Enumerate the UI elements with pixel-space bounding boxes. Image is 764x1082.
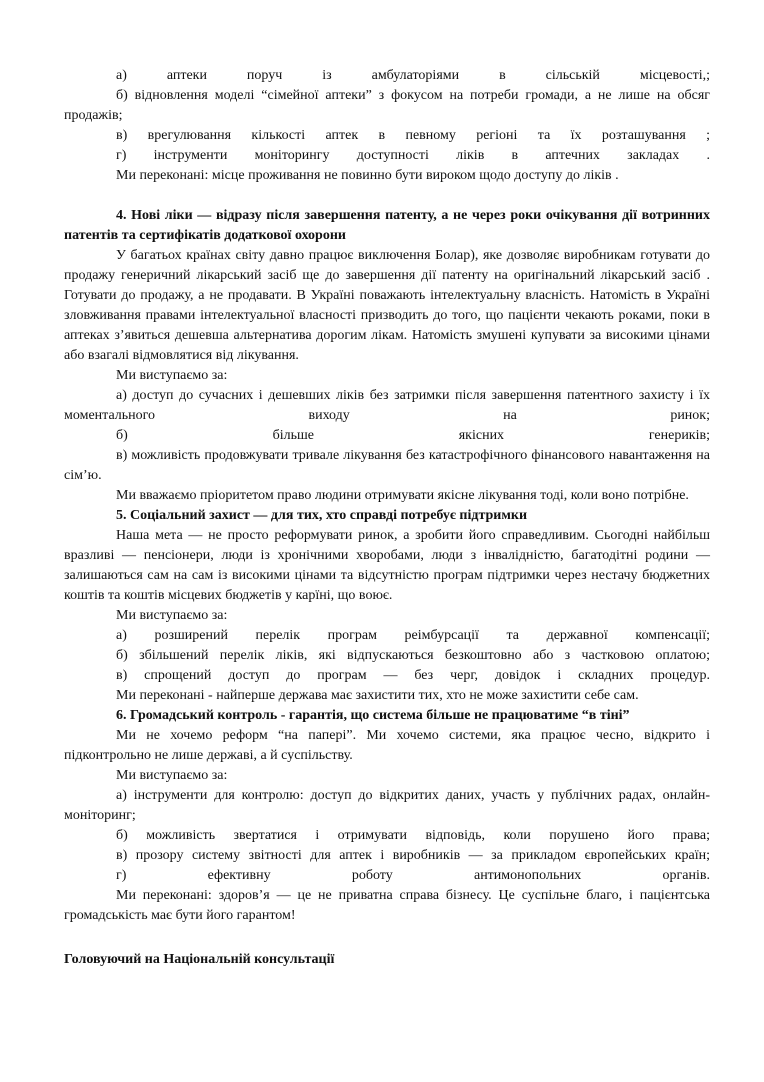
section5-conclusion: Ми переконані - найперше держава має захистити тих, хто не може захистити себе сам. — [116, 688, 639, 703]
section4-item-v: в) можливість продовжувати тривале лікування без катастрофічного фінансового навантаження на сім’ю. — [64, 448, 710, 483]
section6-item-g: г) ефективну роботу антимонопольних органів. — [116, 868, 710, 883]
section5-item-b: б) збільшений перелік ліків, які відпускаються безкоштовно або з частковою оплатою; — [116, 648, 710, 663]
section4-intro: У багатьох країнах світу давно працює виключення Болар), яке дозволяє виробникам готувати до продажу генеричний лікарський засіб ще до завершення дії патенту на оригінальний лікарський засіб . Готувати до продажу, а не продавати. В Україні поважають інтелектуальну власність. Натомість в Україні зловживання правами інтелектуальної власності призводить до того, що пацієнти чекають роками, поки в аптеках з’явиться дешевша альтернатива дорогим лікам. Натомість змушені купувати за високими цінами або взагалі відмовлятися від лікування. — [64, 248, 710, 363]
section4-heading: 4. Нові ліки — відразу після завершення патенту, а не через роки очікування дії вотринних патентів та сертифікатів додаткової охорони — [64, 208, 710, 243]
item-b-family-pharmacy: б) відновлення моделі “сімейної аптеки” з фокусом на потреби громади, а не лише на обсяг продажів; — [64, 88, 710, 123]
item-v-pharmacy-regulation: в) врегулювання кількості аптек в певному регіоні та їх розташування ; — [116, 128, 710, 143]
section6-heading: 6. Громадський контроль - гарантія, що система більше не працюватиме “в тіні” — [116, 708, 630, 723]
block1-conclusion: Ми переконані: місце проживання не повинно бути вироком щодо доступу до ліків . — [116, 168, 619, 183]
section6-item-a: а) інструменти для контролю: доступ до відкритих даних, участь у публічних радах, онлайн-моніторинг; — [64, 788, 710, 823]
item-a-pharmacies-rural: а) аптеки поруч із амбулаторіями в сільській місцевості,; — [116, 68, 710, 83]
section4-lead: Ми виступаємо за: — [116, 368, 228, 383]
section6-conclusion: Ми переконані: здоров’я — це не приватна справа бізнесу. Це суспільне благо, і пацієнтська громадськість має бути його гарантом! — [64, 888, 710, 923]
item-g-monitoring-tools: г) інструменти моніторингу доступності ліків в аптечних закладах . — [116, 148, 710, 163]
signature-line: Головуючий на Національній консультації — [64, 952, 335, 967]
section5-heading: 5. Соціальний захист — для тих, хто справді потребує підтримки — [116, 508, 528, 523]
section4-item-a: а) доступ до сучасних і дешевших ліків без затримки після завершення патентного захисту і їх моментального виходу на ринок; — [64, 388, 710, 423]
section6-intro: Ми не хочемо реформ “на папері”. Ми хочемо системи, яка працює чесно, відкрито і підконтрольно не лише державі, а й суспільству. — [64, 728, 710, 763]
section6-item-b: б) можливість звертатися і отримувати відповідь, коли порушено його права; — [116, 828, 710, 843]
section4-item-b: б) більше якісних генериків; — [116, 428, 710, 443]
section6-lead: Ми виступаємо за: — [116, 768, 228, 783]
section6-item-v: в) прозору систему звітності для аптек і виробників — за прикладом європейських країн; — [116, 848, 710, 863]
section4-conclusion: Ми вважаємо пріоритетом право людини отримувати якісне лікування тоді, коли воно потрібне. — [116, 488, 689, 503]
section5-intro: Наша мета — не просто реформувати ринок, а зробити його справедливим. Сьогодні найбільш вразливі — пенсіонери, люди із хронічними хворобами, люди з інвалідністю, багатодітні родини — залишаються сам на сам із високими цінами та відсутністю програм підтримки через нестачу бюджетних коштів та коштів місцевих бюджетів у карїні, що воює. — [64, 528, 710, 603]
section5-lead: Ми виступаємо за: — [116, 608, 228, 623]
section5-item-a: а) розширений перелік програм реімбурсації та державної компенсації; — [116, 628, 710, 643]
section5-item-v: в) спрощений доступ до програм — без черг, довідок і складних процедур. — [116, 668, 710, 683]
